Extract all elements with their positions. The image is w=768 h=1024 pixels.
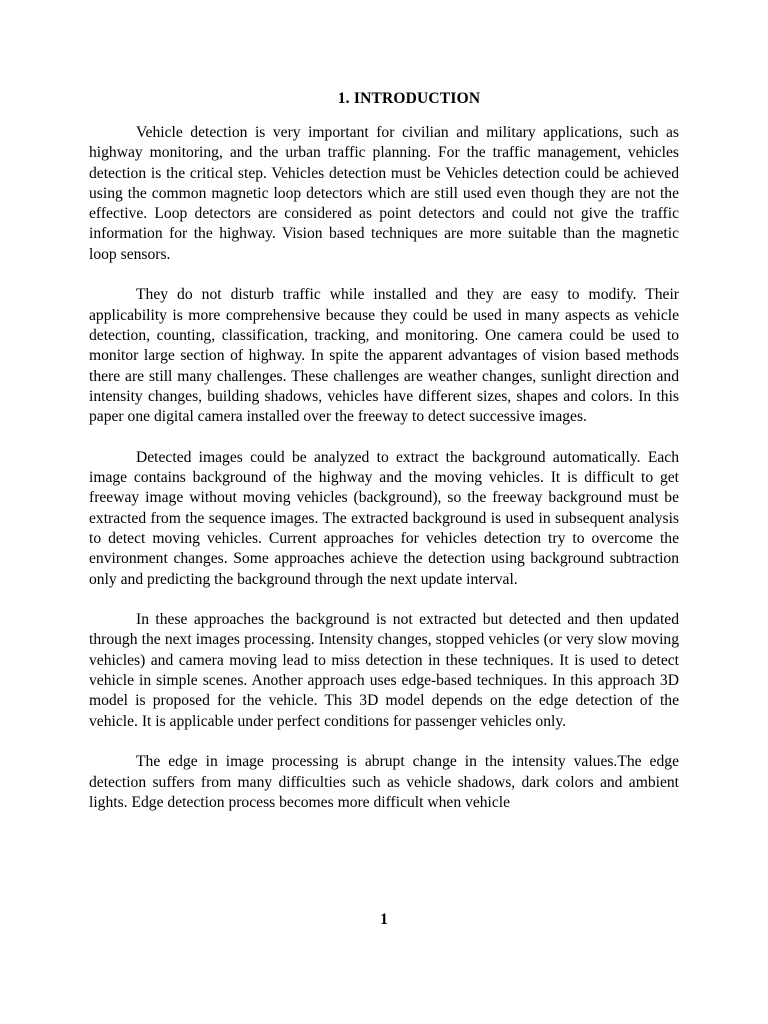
page-number: 1 <box>380 911 388 928</box>
section-heading: 1. INTRODUCTION <box>337 90 481 107</box>
paragraph-1: Vehicle detection is very important for civilian and military applications, such as highway monitoring, and the urban traffic planning. For the traffic management, vehicles detection is the critical step. Vehicles detection must be Vehicles detection could be achieved using the common magnetic loop detectors which are still used even though they are not the effective. Loop detectors are considered as point detectors and could not give the traffic information for the highway. Vision based techniques are more suitable than the magnetic loop sensors. <box>89 124 679 263</box>
body-text <box>89 123 679 833</box>
paragraph-5: The edge in image processing is abrupt change in the intensity values.The edge detection suffers from many difficulties such as vehicle shadows, dark colors and ambient lights. Edge detection process becomes more difficult when vehicle <box>89 753 679 811</box>
paragraph-4: In these approaches the background is not extracted but detected and then updated through the next images processing. Intensity changes, stopped vehicles (or very slow moving vehicles) and camera moving lead to miss detection in these techniques. It is used to detect vehicle in simple scenes. Another approach uses edge-based techniques. In this approach 3D model is proposed for the vehicle. This 3D model depends on the edge detection of the vehicle. It is applicable under perfect conditions for passenger vehicles only. <box>89 611 679 730</box>
paragraph-2: They do not disturb traffic while installed and they are easy to modify. Their applicability is more comprehensive because they could be used in many aspects as vehicle detection, counting, classification, tracking, and monitoring. One camera could be used to monitor large section of highway. In spite the apparent advantages of vision based methods there are still many challenges. These challenges are weather changes, sunlight direction and intensity changes, building shadows, vehicles have different sizes, shapes and colors. In this paper one digital camera installed over the freeway to detect successive images. <box>89 286 679 426</box>
paragraph-3: Detected images could be analyzed to extract the background automatically. Each image contains background of the highway and the moving vehicles. It is difficult to get freeway image without moving vehicles (background), so the freeway background must be extracted from the sequence images. The extracted background is used in subsequent analysis to detect moving vehicles. Current approaches for vehicles detection try to overcome the environment changes. Some approaches achieve the detection using background subtraction only and predicting the background through the next update interval. <box>89 448 679 588</box>
